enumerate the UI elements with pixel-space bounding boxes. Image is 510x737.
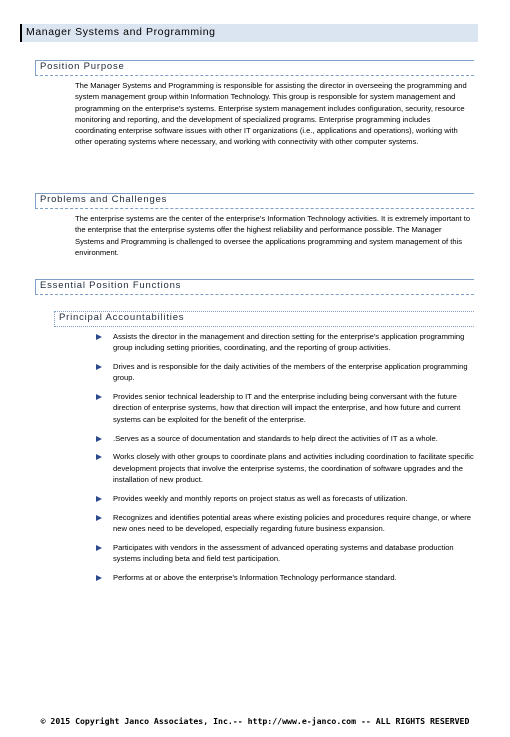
- page-title: Manager Systems and Programming: [26, 26, 216, 38]
- arrow-bullet-icon: [96, 454, 102, 460]
- section-heading-purpose-label: Position Purpose: [40, 61, 125, 72]
- arrow-bullet-icon: [96, 545, 102, 551]
- list-item: [95, 512, 475, 535]
- arrow-bullet-icon: [96, 364, 102, 370]
- list-item-text: Works closely with other groups to coordinate plans and activities including coordination to facilitate specific development projects that involve the enterprise systems, the coordination of software upgrades and the installation of new product.: [113, 452, 474, 484]
- purpose-paragraph: The Manager Systems and Programming is responsible for assisting the director in overseeing the programming and system management group within Information Technology. This group is responsible for system management and programming on the enterprise's systems. Enterprise system management includes configuration, security, resource monitoring and reporting, and the development of specialized programs. Enterprise programming includes coordinating enterprise software issues with other IT organizations (i.e., applications and operations), working with other operating systems where necessary, and working with connectivity with other computer systems.: [75, 81, 467, 147]
- subsection-heading-accountabilities-label: Principal Accountabilities: [59, 312, 185, 323]
- section-heading-functions: [35, 279, 474, 295]
- list-item-text: Drives and is responsible for the daily activities of the members of the enterprise application programming group.: [113, 362, 468, 383]
- list-item-text: Provides senior technical leadership to IT and the enterprise including being conversant with the future direction of enterprise systems, how that direction will impact the enterprise, and how future and current systems can be exploited for the benefit of the enterprise.: [113, 392, 461, 424]
- list-item: [95, 493, 475, 504]
- section-heading-purpose: [35, 60, 474, 76]
- list-item-text: Recognizes and identifies potential areas where existing policies and procedures require change, or where new ones need to be developed, especially regarding future business expansion.: [113, 512, 471, 533]
- accountabilities-list: [95, 331, 475, 591]
- list-item: [95, 451, 475, 485]
- arrow-bullet-icon: [96, 515, 102, 521]
- list-item: [95, 433, 475, 444]
- list-item-text: Performs at or above the enterprise's Information Technology performance standard.: [113, 572, 397, 582]
- list-item: [95, 572, 475, 583]
- arrow-bullet-icon: [96, 394, 102, 400]
- list-item-text: .Serves as a source of documentation and standards to help direct the activities of IT as a whole.: [113, 433, 438, 443]
- subsection-heading-accountabilities: [54, 311, 474, 327]
- list-item-text: Assists the director in the management and direction setting for the enterprise's application programming group including setting priorities, coordinating, and the reporting of group activities.: [113, 332, 465, 353]
- section-heading-problems: [35, 193, 474, 209]
- page-title-bar: [20, 24, 478, 42]
- section-heading-functions-label: Essential Position Functions: [40, 280, 182, 291]
- copyright-footer: © 2015 Copyright Janco Associates, Inc.-- http://www.e-janco.com -- ALL RIGHTS RESERVED: [40, 716, 470, 726]
- arrow-bullet-icon: [96, 496, 102, 502]
- arrow-bullet-icon: [96, 334, 102, 340]
- arrow-bullet-icon: [96, 436, 102, 442]
- list-item-text: Participates with vendors in the assessment of advanced operating systems and database production systems including beta and field test participation.: [113, 542, 454, 563]
- list-item: [95, 361, 475, 384]
- list-item-text: Provides weekly and monthly reports on project status as well as forecasts of utilization.: [113, 493, 408, 503]
- arrow-bullet-icon: [96, 575, 102, 581]
- problems-paragraph: The enterprise systems are the center of the enterprise's Information Technology activities. It is extremely important to the enterprise that the enterprise systems offer the highest reliability and performance possible. The Manager Systems and Programming is challenged to oversee the applications programming and system management of this environment.: [75, 214, 471, 257]
- list-item: [95, 391, 475, 425]
- list-item: [95, 542, 475, 565]
- section-heading-problems-label: Problems and Challenges: [40, 194, 168, 205]
- list-item: [95, 331, 475, 354]
